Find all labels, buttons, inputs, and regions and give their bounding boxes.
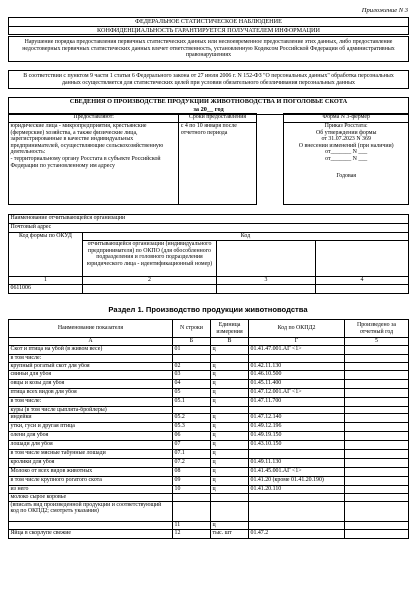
row-line-number: 02 <box>173 362 211 370</box>
okpo-input[interactable] <box>83 285 217 294</box>
org-name-label[interactable]: Наименование отчитывающейся организации <box>9 215 409 224</box>
table-row <box>9 486 409 494</box>
table-row <box>9 521 409 529</box>
table-row <box>9 468 409 477</box>
row-okpd2-code <box>249 355 345 363</box>
row-okpd2-code: 01.47.2 <box>249 529 345 538</box>
row-okpd2-code: 01.43.10.150 <box>249 441 345 450</box>
appendix-label: Приложение N 3 <box>361 7 408 14</box>
header-federal: ФЕДЕРАЛЬНОЕ СТАТИСТИЧЕСКОЕ НАБЛЮДЕНИЕ <box>9 18 408 27</box>
row-line-number: 07 <box>173 441 211 450</box>
row-name: свиньи для убоя <box>9 370 173 379</box>
row-produced-value[interactable] <box>345 501 409 521</box>
col-header-line: N строки <box>173 320 211 338</box>
row-name: крупный рогатый скот для убоя <box>9 362 173 370</box>
row-produced-value[interactable] <box>345 379 409 388</box>
table-row <box>9 414 409 423</box>
form-year: за 20__ год <box>193 106 224 113</box>
row-okpd2-code <box>249 406 345 414</box>
row-produced-value[interactable] <box>345 468 409 477</box>
deadline-text: с 4 по 10 января после отчетного периода <box>179 123 256 205</box>
table-row <box>9 379 409 388</box>
row-okpd2-code: 01.49.19.150 <box>249 432 345 441</box>
table-row <box>9 441 409 450</box>
row-line-number <box>173 355 211 363</box>
row-name: овцы и козы для убоя <box>9 379 173 388</box>
row-line-number: 04 <box>173 379 211 388</box>
row-produced-value[interactable] <box>345 494 409 502</box>
row-line-number: 05.2 <box>173 414 211 423</box>
row-okpd2-code: 01.47.11.700 <box>249 397 345 406</box>
okud-code: 0611006 <box>9 285 83 294</box>
form-title: СВЕДЕНИЯ О ПРОИЗВОДСТВЕ ПРОДУКЦИИ ЖИВОТНОВОДСТВА И ПОГОЛОВЬЕ СКОТА <box>69 98 348 105</box>
row-okpd2-code: 01.42.11.130 <box>249 362 345 370</box>
order-title: Приказ Росстата: <box>324 123 368 129</box>
section-title: Раздел 1. Производство продукции животноводства <box>108 305 308 314</box>
col-num-1: 1 <box>9 277 83 285</box>
row-name: олени для убоя <box>9 432 173 441</box>
row-produced-value[interactable] <box>345 459 409 468</box>
row-line-number: 03 <box>173 370 211 379</box>
row-line-number: 10 <box>173 486 211 494</box>
row-produced-value[interactable] <box>345 397 409 406</box>
row-produced-value[interactable] <box>345 423 409 432</box>
row-okpd2-code <box>249 450 345 459</box>
row-name: Яйца в скорлупе свежие <box>9 529 173 538</box>
row-name: в том числе крупного рогатого скота <box>9 477 173 486</box>
row-unit: ц <box>211 397 249 406</box>
row-produced-value[interactable] <box>345 355 409 363</box>
order-changes: О внесении изменений (при наличии) <box>298 142 394 149</box>
row-line-number: 05.1 <box>173 397 211 406</box>
table-row <box>9 529 409 538</box>
row-produced-value[interactable] <box>345 477 409 486</box>
row-unit: ц <box>211 379 249 388</box>
row-name: Молоко от всех видов животных <box>9 468 173 477</box>
row-unit: ц <box>211 477 249 486</box>
row-produced-value[interactable] <box>345 370 409 379</box>
col-num-4: 4 <box>316 277 409 285</box>
row-okpd2-code <box>249 494 345 502</box>
row-name: из него <box>9 486 173 494</box>
row-produced-value[interactable] <box>345 346 409 355</box>
provide-text-2: - территориальному органу Росстата в субъекте Российской Федерации по установленному им адресу <box>10 155 161 169</box>
row-produced-value[interactable] <box>345 486 409 494</box>
table-row <box>9 450 409 459</box>
row-name: в том числе: <box>9 355 173 363</box>
row-name: лошади для убоя <box>9 441 173 450</box>
violation-notice: Нарушение порядка предоставления первичных статистических данных или несвоевременное предоставление этих данных, либо предоставление недостоверных первичных статистических данных влечет ответственность, установленную Кодексом Российской Федерации об административных правонарушениях <box>8 36 409 62</box>
org-table <box>8 214 409 294</box>
col-letter: В <box>211 338 249 346</box>
table-row <box>9 397 409 406</box>
row-unit: ц <box>211 388 249 397</box>
order-from-2: от_______ N ___ <box>325 155 368 162</box>
row-produced-value[interactable] <box>345 450 409 459</box>
periodicity: Годовая <box>336 172 356 179</box>
row-okpd2-code: 01.41.45.001.АГ <1> <box>249 468 345 477</box>
row-okpd2-code: 01.41.20.110 <box>249 486 345 494</box>
row-line-number: 09 <box>173 477 211 486</box>
row-unit: ц <box>211 414 249 423</box>
row-okpd2-code <box>249 521 345 529</box>
table-row <box>9 370 409 379</box>
row-unit: ц <box>211 441 249 450</box>
postal-address-label[interactable]: Почтовый адрес <box>9 224 409 233</box>
row-okpd2-code: 01.45.11.400 <box>249 379 345 388</box>
row-name: Скот и птица на убой (в живом весе) <box>9 346 173 355</box>
row-unit: ц <box>211 486 249 494</box>
order-from-1: от_______ N ___ <box>325 149 368 156</box>
row-produced-value[interactable] <box>345 414 409 423</box>
order-date: от 31.07.2023 N 369 <box>321 136 371 143</box>
table-row <box>9 362 409 370</box>
col-header-name: Наименование показателя <box>9 320 173 338</box>
row-unit: ц <box>211 362 249 370</box>
row-unit: ц <box>211 346 249 355</box>
row-okpd2-code: 01.41.20 (кроме 01.41.20.190) <box>249 477 345 486</box>
row-line-number: 12 <box>173 529 211 538</box>
row-unit: ц <box>211 450 249 459</box>
row-unit: ц <box>211 468 249 477</box>
row-name: утки, гуси и другая птица <box>9 423 173 432</box>
row-unit: ц <box>211 459 249 468</box>
row-okpd2-code: 01.49.11.130 <box>249 459 345 468</box>
col-letter: 5 <box>345 338 409 346</box>
okud-header: Код формы по ОКУД <box>9 233 83 277</box>
col-header-okpd2: Код по ОКПД2 <box>249 320 345 338</box>
table-row <box>9 501 409 521</box>
col-num-3: 3 <box>217 277 316 285</box>
table-row <box>9 346 409 355</box>
deadline-header: Сроки предоставления <box>179 114 256 123</box>
row-unit <box>211 501 249 521</box>
row-name: кролики для убоя <box>9 459 173 468</box>
table-row <box>9 494 409 502</box>
row-okpd2-code: 01.49.12.196 <box>249 423 345 432</box>
row-produced-value[interactable] <box>345 521 409 529</box>
row-unit: ц <box>211 423 249 432</box>
row-line-number <box>173 494 211 502</box>
header-confidential: КОНФИДЕНЦИАЛЬНОСТЬ ГАРАНТИРУЕТСЯ ПОЛУЧАТЕЛЕМ ИНФОРМАЦИИ <box>97 26 320 34</box>
form-number: Форма N 3-фермер <box>284 114 409 123</box>
row-okpd2-code: 01.47.12.140 <box>249 414 345 423</box>
row-produced-value[interactable] <box>345 529 409 538</box>
code-header: Код <box>83 233 409 241</box>
row-line-number: 05.3 <box>173 423 211 432</box>
row-name: в том числе мясные табунные лошади <box>9 450 173 459</box>
row-produced-value[interactable] <box>345 388 409 397</box>
row-line-number <box>173 406 211 414</box>
col-header-unit: Единица измерения <box>211 320 249 338</box>
row-line-number: 01 <box>173 346 211 355</box>
row-unit: ц <box>211 432 249 441</box>
provide-text: юридические лица - микропредприятия, крестьянские (фермерские) хозяйства, а также физические лица, зарегистрированные в качестве индивидуальных предпринимателей, осуществляющие сельскохозяйственную деятельность: <box>10 123 164 156</box>
row-line-number: 05 <box>173 388 211 397</box>
col-letter: Б <box>173 338 211 346</box>
table-row <box>9 406 409 414</box>
provide-header: Предоставляют: <box>9 114 179 123</box>
header-block <box>8 17 409 35</box>
table-row <box>9 355 409 363</box>
row-produced-value[interactable] <box>345 406 409 414</box>
provide-table <box>8 113 409 205</box>
row-produced-value[interactable] <box>345 362 409 370</box>
table-row <box>9 432 409 441</box>
row-name: (вписать вид произведенной продукции и соответствующий код по ОКПД2; смотреть указания) <box>9 501 173 521</box>
production-table <box>8 319 409 539</box>
row-unit <box>211 355 249 363</box>
table-row <box>9 388 409 397</box>
row-unit: ц <box>211 370 249 379</box>
row-produced-value[interactable] <box>345 441 409 450</box>
row-unit: ц <box>211 521 249 529</box>
row-line-number: 08 <box>173 468 211 477</box>
row-unit: тыс. шт <box>211 529 249 538</box>
row-okpd2-code: 01.47.12.001.АГ <1> <box>249 388 345 397</box>
row-line-number: 07.2 <box>173 459 211 468</box>
row-okpd2-code: 01.46.10.500 <box>249 370 345 379</box>
order-approve: Об утверждении формы <box>315 129 377 136</box>
col-header-produced: Произведено за отчетный год <box>345 320 409 338</box>
table-row <box>9 477 409 486</box>
law-notice: В соответствии с пунктом 9 части 1 статьи 6 Федерального закона от 27 июля 2006 г. N 152-ФЗ "О персональных данных" обработка персональных данных осуществляется для статистических целей при условии обязательного обезличивания персональных данных <box>8 70 409 89</box>
col-num-2: 2 <box>83 277 217 285</box>
row-line-number: 11 <box>173 521 211 529</box>
order-cell <box>284 123 409 205</box>
title-block <box>8 97 409 115</box>
row-line-number: 06 <box>173 432 211 441</box>
col-letter: А <box>9 338 173 346</box>
table-body <box>9 346 409 539</box>
row-name: куры (в том числе цыплята-бройлеры) <box>9 406 173 414</box>
row-line-number: 07.1 <box>173 450 211 459</box>
row-unit <box>211 494 249 502</box>
row-produced-value[interactable] <box>345 432 409 441</box>
row-unit <box>211 406 249 414</box>
row-name: молоко сырое коровье <box>9 494 173 502</box>
row-name: в том числе: <box>9 397 173 406</box>
table-row <box>9 423 409 432</box>
col-letter: Г <box>249 338 345 346</box>
provide-cell <box>9 123 179 205</box>
row-okpd2-code <box>249 501 345 521</box>
row-okpd2-code: 01.41.47.001.АГ <1> <box>249 346 345 355</box>
row-name: индейки <box>9 414 173 423</box>
table-row <box>9 459 409 468</box>
okpo-description: отчитывающейся организации (индивидуального предпринимателя) по ОКПО (для обособленного подразделения и головного подразделения юридического лица - идентификационный номер) <box>83 241 217 277</box>
row-line-number <box>173 501 211 521</box>
row-name <box>9 521 173 529</box>
row-name: птица всех видов для убоя <box>9 388 173 397</box>
